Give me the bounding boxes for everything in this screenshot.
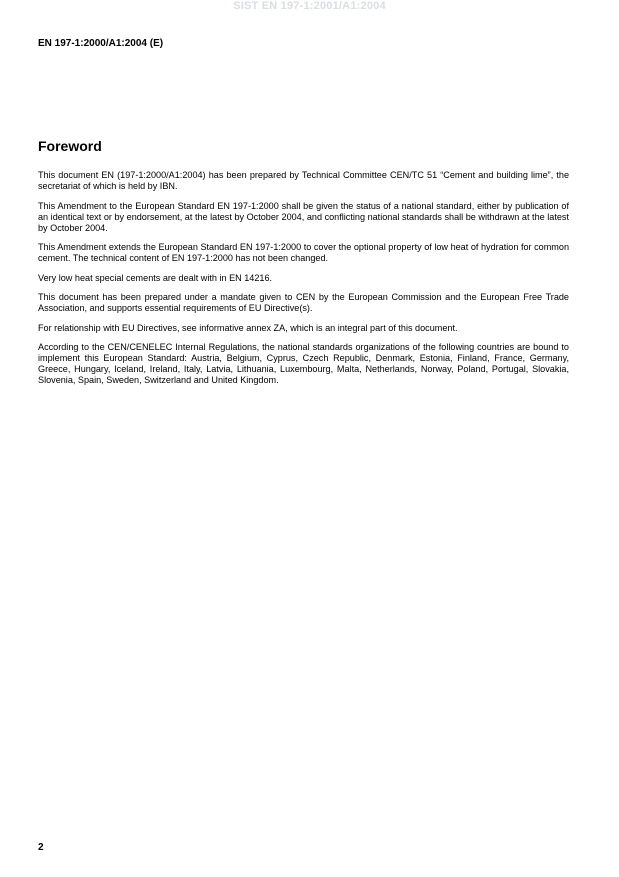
paragraph-mandate: This document has been prepared under a mandate given to CEN by the European Commission and the European Free Trade Association, and supports essential requirements of EU Directive(s). (38, 292, 569, 313)
paragraph-very-low-heat: Very low heat special cements are dealt with in EN 14216. (38, 272, 273, 283)
paragraph-member-countries: According to the CEN/CENELEC Internal Regulations, the national standards organizations of the following countries are bound to implement this European Standard: Austria, Belgium, Cyprus, Czech Republic, Denmark, Estonia, Finland, France, Germany, Greece, Hungary, Iceland, Ireland, Italy, Latvia, Lithuania, Luxembourg, Malta, Netherlands, Norway, Poland, Portugal, Slovakia, Slovenia, Spain, Sweden, Switzerland and United Kingdom. (38, 342, 569, 385)
paragraph-prepared-by: This document EN (197-1:2000/A1:2004) has been prepared by Technical Committee CEN/TC 51 “Cement and building lime”, the secretariat of which is held by IBN. (38, 170, 569, 191)
foreword-body (38, 170, 569, 395)
foreword-title: Foreword (38, 138, 102, 154)
paragraph-eu-directives: For relationship with EU Directives, see informative annex ZA, which is an integral part of this document. (38, 322, 458, 333)
paragraph-amendment-scope: This Amendment extends the European Standard EN 197-1:2000 to cover the optional property of low heat of hydration for common cement. The technical content of EN 197-1:2000 has not been changed. (38, 242, 569, 263)
watermark: SIST EN 197-1:2001/A1:2004 (233, 0, 386, 12)
page-number: 2 (38, 842, 44, 853)
document-reference: EN 197-1:2000/A1:2004 (E) (38, 38, 164, 49)
paragraph-national-status: This Amendment to the European Standard EN 197-1:2000 shall be given the status of a national standard, either by publication of an identical text or by endorsement, at the latest by October 2004, and conflicting national standards shall be withdrawn at the latest by October 2004. (38, 200, 569, 233)
